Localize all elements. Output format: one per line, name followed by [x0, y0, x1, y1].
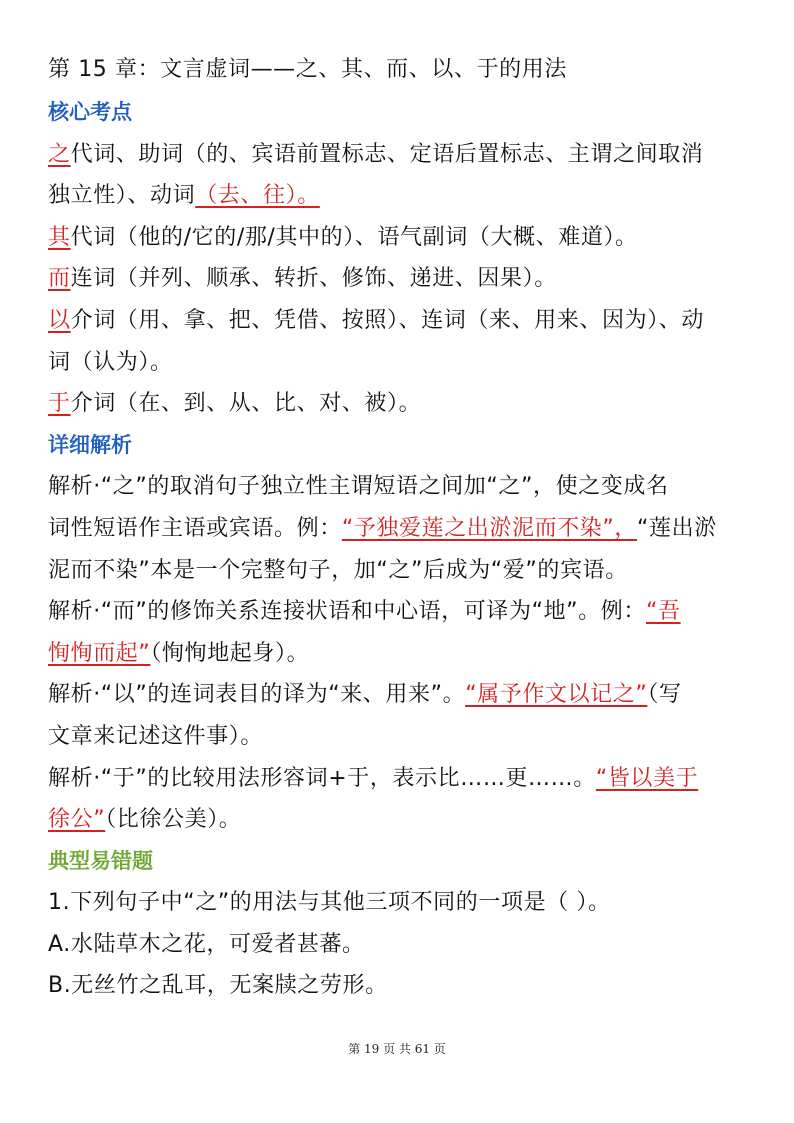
- detail-p2-line-2: [48, 633, 750, 675]
- question-1: 1.下列句子中“之”的用法与其他三项不同的一项是（ ）。: [48, 890, 611, 916]
- chapter-title: 第 15 章：文言虚词——之、其、而、以、于的用法: [48, 57, 567, 82]
- detail-p4-example-end: 徐公”: [48, 807, 106, 833]
- section-heading-detail: 详细解析: [48, 432, 132, 457]
- core-er-line: [48, 258, 750, 300]
- keyword-zhi: 之: [48, 141, 71, 167]
- detail-p1-line-1: 解析·“之”的取消句子独立性主谓短语之间加“之”，使之变成名: [48, 474, 669, 500]
- keyword-yi: 以: [48, 307, 71, 333]
- core-yu-text: 介词（在、到、从、比、对、被）。: [70, 391, 422, 417]
- detail-p2-example-start: “吾: [646, 599, 681, 625]
- detail-p4-line-1: [48, 758, 750, 800]
- core-zhi-text-2: 独立性）、动词: [48, 183, 196, 209]
- detail-p1-example: “予独爱莲之出淤泥而不染”，: [341, 515, 638, 541]
- detail-p3-text: 解析·“以”的连词表目的译为“来、用来”。: [48, 682, 466, 708]
- core-yi-line-1: [48, 300, 750, 342]
- document-page: [48, 48, 750, 1007]
- detail-p1-text-2: “莲出淤: [637, 515, 717, 541]
- detail-p4-line-2: [48, 799, 750, 841]
- core-yi-text: 介词（用、拿、把、凭借、按照）、连词（来、用来、因为）、动: [70, 307, 705, 333]
- core-zhi-verb-meaning: （去、往）。: [195, 183, 320, 209]
- detail-p4-text: 解析·“于”的比较用法形容词+于，表示比……更……。: [48, 765, 596, 791]
- detail-p2-translation: （恂恂地起身）。: [150, 640, 310, 666]
- detail-p1-line-3: 泥而不染”本是一个完整句子，加“之”后成为“爱”的宾语。: [48, 557, 628, 583]
- detail-p3-line-2: 文章来记述这件事）。: [48, 723, 264, 749]
- detail-p2-example-end: 恂恂而起”: [48, 640, 151, 666]
- core-zhi-line-1: [48, 134, 750, 176]
- detail-p3-translation-start: （写: [647, 682, 682, 708]
- core-qi-line: [48, 217, 750, 259]
- detail-p1-text: 词性短语作主语或宾语。例：: [48, 515, 342, 541]
- detail-p3-example: “属予作文以记之”: [465, 682, 648, 708]
- detail-p1-line-2: [48, 508, 750, 550]
- page-footer: 第 19 页 共 61 页: [348, 1042, 446, 1056]
- section-heading-errors: 典型易错题: [48, 848, 153, 873]
- keyword-yu: 于: [48, 391, 71, 417]
- detail-p4-example-start: “皆以美于: [595, 765, 699, 791]
- detail-p3-line-1: [48, 674, 750, 716]
- section-heading-core: 核心考点: [48, 100, 132, 124]
- detail-p4-translation: （比徐公美）。: [105, 807, 242, 833]
- core-yu-line: [48, 383, 750, 425]
- core-er-text: 连词（并列、顺承、转折、修饰、递进、因果）。: [70, 266, 557, 292]
- keyword-qi: 其: [48, 224, 71, 250]
- core-yi-line-2: 词（认为）。: [48, 349, 173, 375]
- core-zhi-text: 代词、助词（的、宾语前置标志、定语后置标志、主谓之间取消: [70, 141, 704, 167]
- detail-p2-line-1: [48, 591, 750, 633]
- keyword-er: 而: [48, 266, 71, 292]
- option-b: B.无丝竹之乱耳，无案牍之劳形。: [48, 973, 388, 999]
- core-zhi-line-2: [48, 175, 750, 217]
- option-a: A.水陆草木之花，可爱者甚蕃。: [48, 931, 365, 957]
- core-qi-text: 代词（他的/它的/那/其中的）、语气副词（大概、难道）。: [70, 224, 638, 250]
- detail-p2-text: 解析·“而”的修饰关系连接状语和中心语，可译为“地”。例：: [48, 599, 646, 625]
